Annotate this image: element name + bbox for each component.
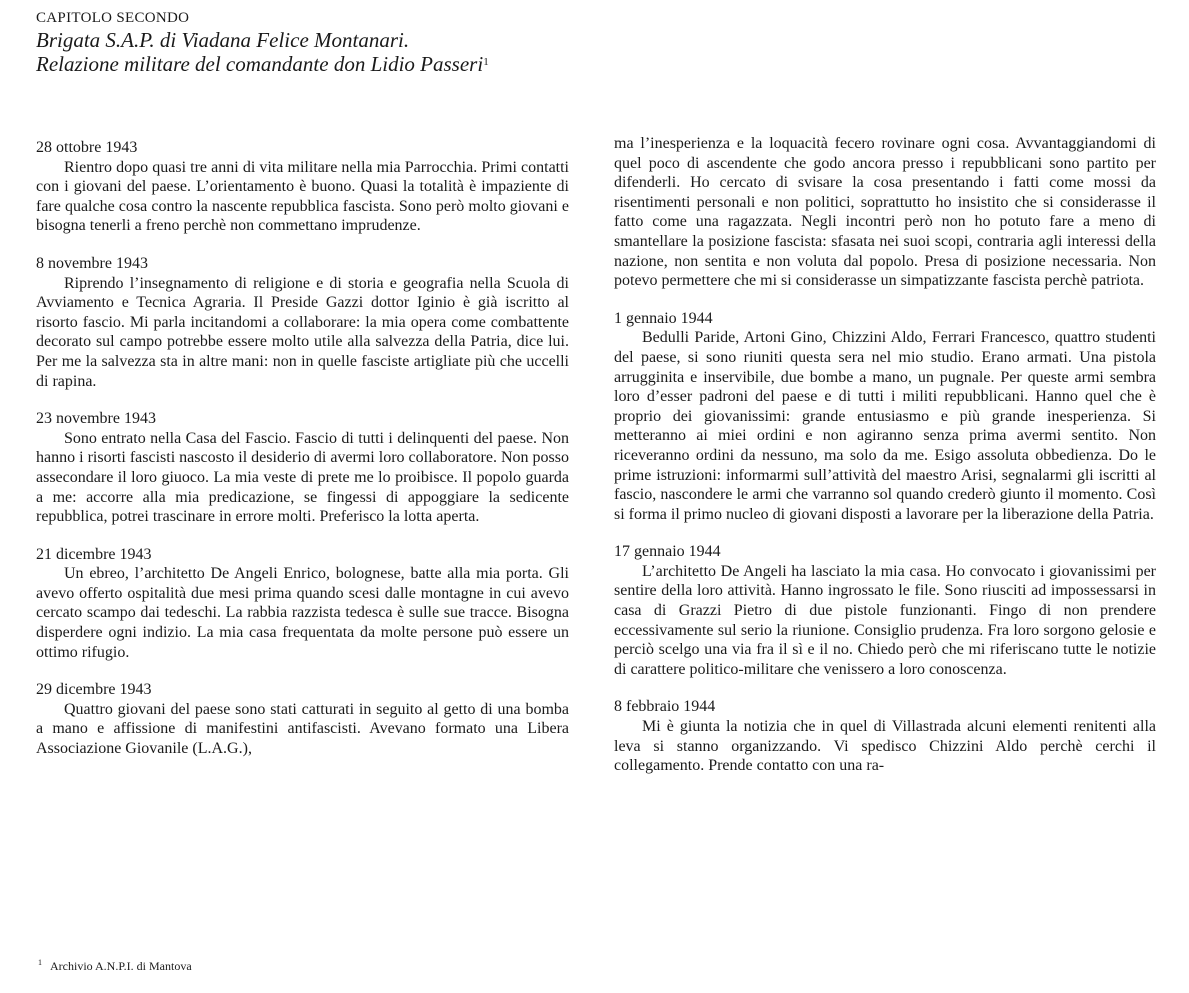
diary-entry bbox=[36, 545, 569, 663]
entry-date: 21 dicembre 1943 bbox=[36, 545, 152, 563]
diary-entry bbox=[614, 309, 1156, 525]
chapter-label: CAPITOLO SECONDO bbox=[36, 10, 190, 26]
entry-text: Rientro dopo quasi tre anni di vita militare nella mia Parrocchia. Primi contatti con i giovani del paese. L’orientamento è buono. Quasi la totalità è impaziente di fare qualche cosa contro la nascente repubblica fascista. Sono però molto giovani e bisogna tenerli a freno perchè non commettano imprudenze. bbox=[36, 158, 569, 235]
footnote bbox=[38, 958, 192, 974]
title-line-1: Brigata S.A.P. di Viadana Felice Montanari. bbox=[36, 28, 410, 52]
entry-date: 8 novembre 1943 bbox=[36, 254, 148, 272]
footnote-ref: 1 bbox=[483, 56, 489, 68]
diary-entry bbox=[36, 138, 569, 236]
footnote-text: Archivio A.N.P.I. di Mantova bbox=[50, 959, 192, 973]
left-column bbox=[36, 138, 569, 777]
entry-date: 23 novembre 1943 bbox=[36, 410, 156, 428]
entry-text: L’architetto De Angeli ha lasciato la mia casa. Ho convocato i giovanissimi per sentire della loro attività. Hanno ingrossato le file. Sono riusciti ad impossessarsi in casa di Grazzi Pietro di due pistole funzionanti. Fingo di non prendere eccessivamente sul serio la riunione. Consiglio prudenza. Fra loro sorgono gelosie e perciò scelgo una via fra il sì e il no. Chiedo però che mi riferiscano tutte le notizie di carattere politico-militare che venissero a loro conoscenza. bbox=[614, 562, 1156, 678]
entry-text: Riprendo l’insegnamento di religione e di storia e geografia nella Scuola di Avviamento e Tecnica Agraria. Il Preside Gazzi dottor Iginio è già iscritto al risorto fascio. Mi parla incitandomi a collaborare: la mia opera come combattente decorato sul campo potrebbe essere molto utile alla salvezza della Patria, dice lui. Per me la salvezza sta in altre mani: non in quelle fasciste artigliate più che uccelli di rapina. bbox=[36, 274, 569, 390]
entry-date: 28 ottobre 1943 bbox=[36, 139, 138, 156]
chapter-title bbox=[36, 28, 936, 76]
title-line-2 bbox=[36, 52, 936, 76]
diary-entry bbox=[36, 254, 569, 391]
entry-date: 17 gennaio 1944 bbox=[614, 543, 721, 561]
title-line-2-text: Relazione militare del comandante don Lidio Passeri bbox=[36, 52, 484, 76]
entry-date: 29 dicembre 1943 bbox=[36, 681, 152, 699]
diary-entry-continuation bbox=[614, 134, 1156, 291]
diary-entry bbox=[36, 409, 569, 527]
diary-entry bbox=[614, 697, 1156, 775]
right-column bbox=[614, 134, 1156, 794]
entry-text: Quattro giovani del paese sono stati catturati in seguito al getto di una bomba a mano e affissione di manifestini antifascisti. Avevano formato una Libera Associazione Giovanile (L.A.G.), bbox=[36, 700, 569, 758]
footnote-mark: 1 bbox=[38, 958, 42, 967]
entry-text: Sono entrato nella Casa del Fascio. Fascio di tutti i delinquenti del paese. Non hanno i risorti fascisti nascosto il desiderio di avermi loro collaboratore. Non posso assecondare il loro giuoco. La mia veste di prete me lo proibisce. Il popolo guarda a me: accorre alla mia predicazione, se fingessi di appoggiare la sedicente repubblica, potrei trascinare in errore molti. Preferisco la lotta aperta. bbox=[36, 429, 569, 526]
entry-text: Bedulli Paride, Artoni Gino, Chizzini Aldo, Ferrari Francesco, quattro studenti del paese, si sono riuniti questa sera nel mio studio. Erano armati. Una pistola arrugginita e inservibile, due bombe a mano, un pugnale. Per queste armi sembra loro d’esser padroni del paese e di tutti i militi repubblicani. Hanno quel che è proprio dei giovanissimi: grande entusiasmo e più grande inesperienza. Si metteranno ai miei ordini e non agiranno senza prima avermi sentito. Non riceveranno ordini da nessuno, ma solo da me. Esigo assoluta obbedienza. Do le prime istruzioni: informarmi sull’attività del maestro Arisi, segnalarmi gli iscritti al fascio, nascondere le armi che varranno sol quando crederò giunto il momento. Così si forma il primo nucleo di giovani disposti a lavorare per la liberazione della Patria. bbox=[614, 329, 1156, 523]
entry-text: Mi è giunta la notizia che in quel di Villastrada alcuni elementi renitenti alla leva si stanno organizzando. Vi spedisco Chizzini Aldo perchè cerchi il collegamento. Prende contatto con una ra- bbox=[614, 718, 1156, 775]
chapter-header bbox=[36, 8, 936, 76]
entry-text: ma l’inesperienza e la loquacità fecero rovinare ogni cosa. Avvantaggiandomi di quel poco di ascendente che godo ancora presso i repubblicani sono partito per difenderli. Ho cercato di svisare la cosa presentando i fatti come mossi da risentimenti personali e non politici, soprattutto ho insistito che si considerasse il fatto come una ragazzata. Negli incontri però non ho potuto fare a meno di smantellare la posizione fascista: sfasata nei suoi scopi, contraria agli interessi della nazione, non sentita e non voluta dal popolo. Presa di posizione necessaria. Non potevo permettere che mi si considerasse un simpatizzante fascista perchè patriota. bbox=[614, 135, 1156, 290]
diary-entry bbox=[614, 542, 1156, 679]
entry-date: 8 febbraio 1944 bbox=[614, 698, 716, 716]
diary-entry bbox=[36, 680, 569, 758]
entry-date: 1 gennaio 1944 bbox=[614, 309, 713, 327]
entry-text: Un ebreo, l’architetto De Angeli Enrico, bolognese, batte alla mia porta. Gli avevo offerto ospitalità due mesi prima quando scesi dalle montagne in cui avevo cercato scampo dai tedeschi. La rabbia razzista tedesca è sulle sue tracce. Bisogna disperdere ogni indizio. La mia casa frequentata da molte persone può essere un ottimo rifugio. bbox=[36, 565, 569, 661]
